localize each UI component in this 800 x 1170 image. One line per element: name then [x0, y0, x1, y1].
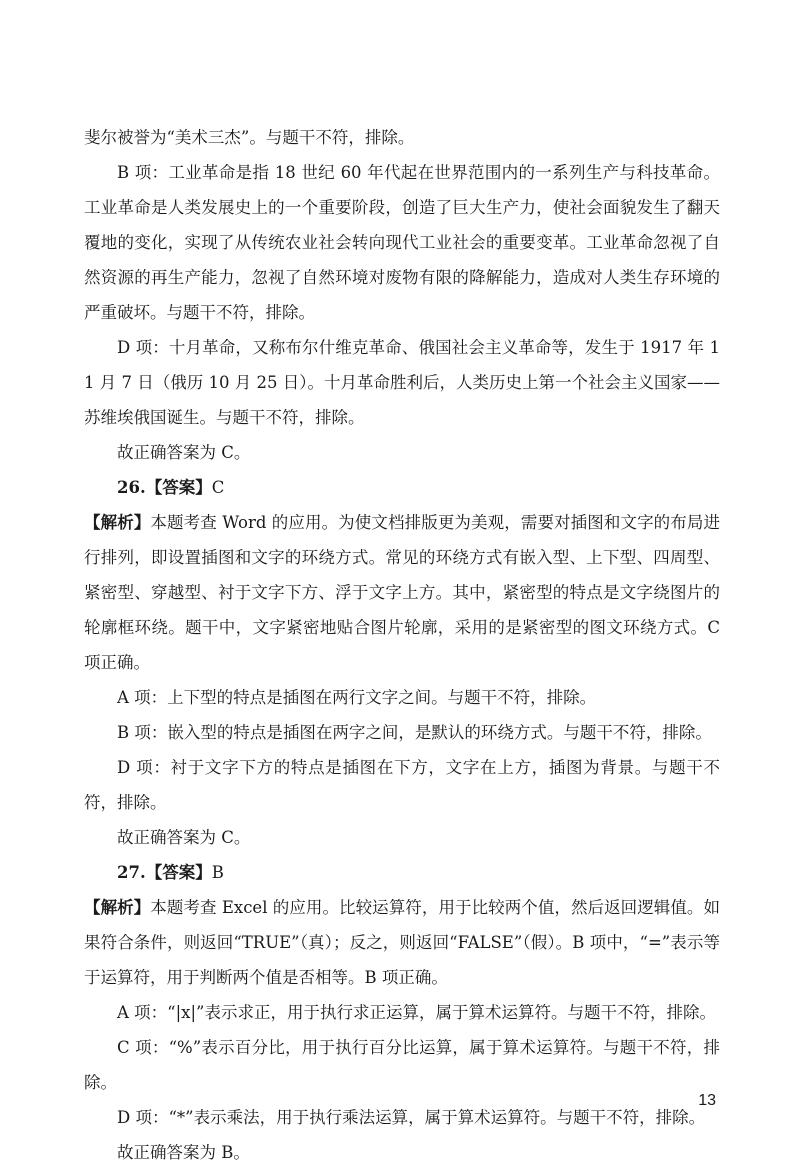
option-a-26: A 项：上下型的特点是插图在两行文字之间。与题干不符，排除。: [117, 688, 597, 707]
analysis-label: 【解析】: [84, 513, 151, 532]
option-a-27: A 项：“|x|”表示求正，用于执行求正运算，属于算术运算符。与题干不符，排除。: [117, 1003, 716, 1022]
continuation-paragraph: 斐尔被誉为“美术三杰”。与题干不符，排除。: [84, 128, 415, 147]
conclusion-26: 故正确答案为 C。: [117, 828, 251, 847]
answer-26: [84, 470, 720, 505]
option-b-26: B 项：嵌入型的特点是插图在两字之间，是默认的环绕方式。与题干不符，排除。: [117, 723, 712, 742]
answer-value: B: [211, 863, 224, 882]
analysis-27: [84, 890, 720, 995]
option-d-26: D 项：衬于文字下方的特点是插图在下方，文字在上方，插图为背景。与题干不符，排除。: [84, 758, 720, 812]
option-d-october-revolution: D 项：十月革命，又称布尔什维克革命、俄国社会主义革命等，发生于 1917 年 11 月 7 日（俄历 10 月 25 日）。十月革命胜利后，人类历史上第一个社会主义国家——苏维埃俄国诞生。与题干不符，排除。: [84, 338, 720, 427]
option-b-industrial-revolution: B 项：工业革命是指 18 世纪 60 年代起在世界范围内的一系列生产与科技革命。工业革命是人类发展史上的一个重要阶段，创造了巨大生产力，使社会面貌发生了翻天覆地的变化，实现了从传统农业社会转向现代工业社会的重要变革。工业革命忽视了自然资源的再生产能力，忽视了自然环境对废物有限的降解能力，造成对人类生存环境的严重破坏。与题干不符，排除。: [84, 163, 720, 322]
analysis-text: 本题考查 Word 的应用。为使文档排版更为美观，需要对插图和文字的布局进行排列，即设置插图和文字的环绕方式。常见的环绕方式有嵌入型、上下型、四周型、紧密型、穿越型、衬于文字下方、浮于文字上方。其中，紧密型的特点是文字绕图片的轮廓框环绕。题干中，文字紧密地贴合图片轮廓，采用的是紧密型的图文环绕方式。C 项正确。: [84, 513, 720, 672]
page-content: [84, 120, 720, 1170]
option-d-27: D 项：“*”表示乘法，用于执行乘法运算，属于算术运算符。与题干不符，排除。: [117, 1108, 706, 1127]
answer-label: 26.【答案】: [117, 478, 212, 497]
option-c-27: C 项：“%”表示百分比，用于执行百分比运算，属于算术运算符。与题干不符，排除。: [84, 1038, 720, 1092]
analysis-text: 本题考查 Excel 的应用。比较运算符，用于比较两个值，然后返回逻辑值。如果符合条件，则返回“TRUE”（真）；反之，则返回“FALSE”（假）。B 项中，“=”表示等于运算符，用于判断两个值是否相等。B 项正确。: [84, 898, 720, 987]
analysis-26: [84, 505, 720, 680]
analysis-label: 【解析】: [84, 898, 151, 917]
page-number: 13: [698, 1092, 716, 1109]
answer-27: [84, 855, 720, 890]
answer-label: 27.【答案】: [117, 863, 212, 882]
conclusion-25: 故正确答案为 C。: [117, 443, 251, 462]
answer-value: C: [211, 478, 225, 497]
conclusion-27: 故正确答案为 B。: [117, 1143, 250, 1162]
